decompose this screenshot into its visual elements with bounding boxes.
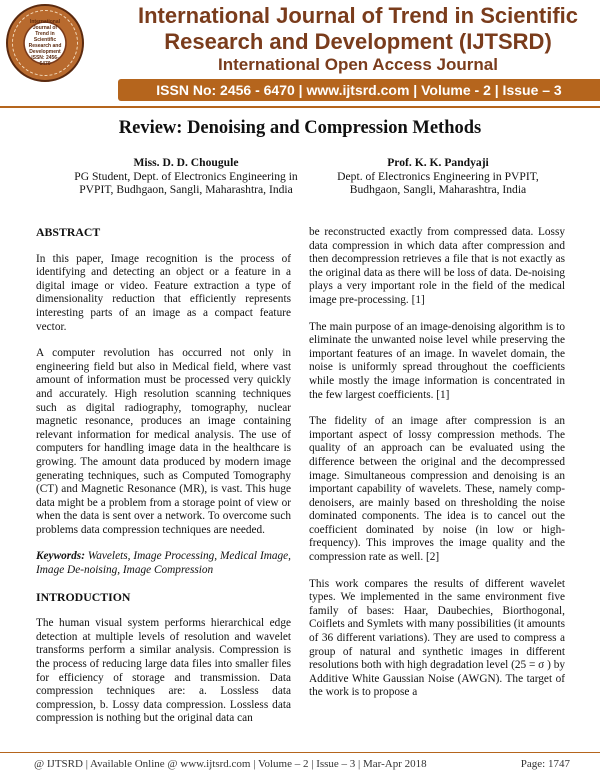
author-block-2: [312, 156, 564, 197]
body-paragraph: This work compares the results of different wavelet types. We implemented in the same environment five family of bases: Haar, Daubechies, Biorthogonal, Coiflets and Symlets with many possibilities (it amounts of 36 different variations). They are used to compress a group of natural and synthetic images in different resolutions both with high degradation level (25 = σ ) by Additive White Gaussian Noise (AWGN). The target of the work is to propose a: [309, 577, 565, 699]
journal-title-line1: International Journal of Trend in Scientific: [137, 3, 579, 28]
paper-title: Review: Denoising and Compression Methods: [118, 118, 482, 138]
author-block-1: [56, 156, 316, 197]
logo-text: International Journal of Trend in Scientific Research and Development ISSN: 2456-6470: [28, 19, 62, 67]
keywords-text: Wavelets, Image Processing, Medical Image, Image De-noising, Image Compression: [36, 550, 292, 577]
keywords: [36, 550, 291, 577]
journal-title-line2: Research and Development (IJTSRD): [164, 29, 552, 54]
journal-logo: [6, 4, 84, 82]
author-affiliation: Budhgaon, Sangli, Maharashtra, India: [349, 183, 527, 196]
author-name: Miss. D. D. Chougule: [133, 156, 239, 169]
body-paragraph: The fidelity of an image after compression is an important aspect of lossy compression methods. The quality of an approach can be evaluated using the difference between the original and the decompressed image. Simultaneous compression and denoising is an important capability of wavelets. These, namely comp-denoisers, are mainly based on thresholding the noise dominated components. The idea is to cancel out the coefficient dominated by noise (in low or high-frequency). This improves the image quality and the compression rate as well. [2]: [309, 415, 565, 564]
abstract-paragraph: A computer revolution has occurred not only in engineering field but also in Medical field, where vast amount of information must be processed very quickly and accurately. High resolution scanning techniques such as digital radiography, tomography, nuclear magnetic resonance, produces an image containing relevant information for medical analysis. The use of computers for handling image data in the healthcare is growing. The amount data produced by modern image generating techniques, such as Computed Tomography (CT) and Magnetic Resonance (MR), is vast. This huge data might be a problem from a storage point of view or when the data is sent over a network. To overcome such problems data compression techniques are needed.: [36, 347, 291, 536]
footer-citation: @ IJTSRD | Available Online @ www.ijtsrd.com | Volume – 2 | Issue – 3 | Mar-Apr 2018: [34, 758, 427, 770]
page-number: Page: 1747: [520, 758, 570, 770]
introduction-heading: INTRODUCTION: [36, 589, 131, 604]
author-affiliation: Dept. of Electronics Engineering in PVPIT,: [337, 169, 539, 183]
body-paragraph: be reconstructed exactly from compressed data. Lossy data compression in which data after compression and then decompression retrieves a file that is not exactly as the original data as there will be loss of data. De-noising plays a very important role in the field of the medical image pre-processing. [1]: [309, 226, 565, 306]
author-affiliation: PVPIT, Budhgaon, Sangli, Maharashtra, India: [79, 183, 293, 196]
issn-bar: [118, 79, 600, 101]
journal-header: [0, 0, 600, 112]
body-paragraph: The main purpose of an image-denoising algorithm is to eliminate the unwanted noise level while preserving the important features of an image. In wavelet domain, the noise is uniformly spread throughout the coefficients while mostly the image information is concentrated in the few largest coefficients. [1]: [309, 320, 565, 401]
open-access-subtitle: International Open Access Journal: [218, 55, 498, 74]
introduction-paragraph: The human visual system performs hierarchical edge detection at multiple levels of resolution and wavelet transforms perform a similar analysis. Compression is the process of reducing large data files into smaller files for efficiency of storage and transmission. Data compression techniques are: a. Lossless data compression, b. Lossy data compression. Lossless data compression is nothing but the original data can: [36, 617, 291, 725]
abstract-paragraph: In this paper, Image recognition is the process of identifying and detecting an object or a feature in a digital image or video. Feature extraction a type of dimensionality reduction that efficiently represents interesting parts of an image as a compact feature vector.: [36, 252, 291, 333]
footer-divider: [0, 752, 600, 753]
author-affiliation: PG Student, Dept. of Electronics Engineering in: [74, 169, 298, 183]
author-name: Prof. K. K. Pandyaji: [387, 156, 489, 169]
left-column: [36, 226, 291, 739]
right-column: [309, 226, 565, 713]
journal-title: [118, 3, 598, 55]
issn-text: ISSN No: 2456 - 6470 | www.ijtsrd.com | Volume - 2 | Issue – 3: [156, 82, 562, 98]
abstract-heading: ABSTRACT: [36, 225, 101, 239]
page-footer: [0, 756, 600, 774]
header-divider: [0, 106, 600, 108]
keywords-label: Keywords:: [36, 550, 85, 563]
